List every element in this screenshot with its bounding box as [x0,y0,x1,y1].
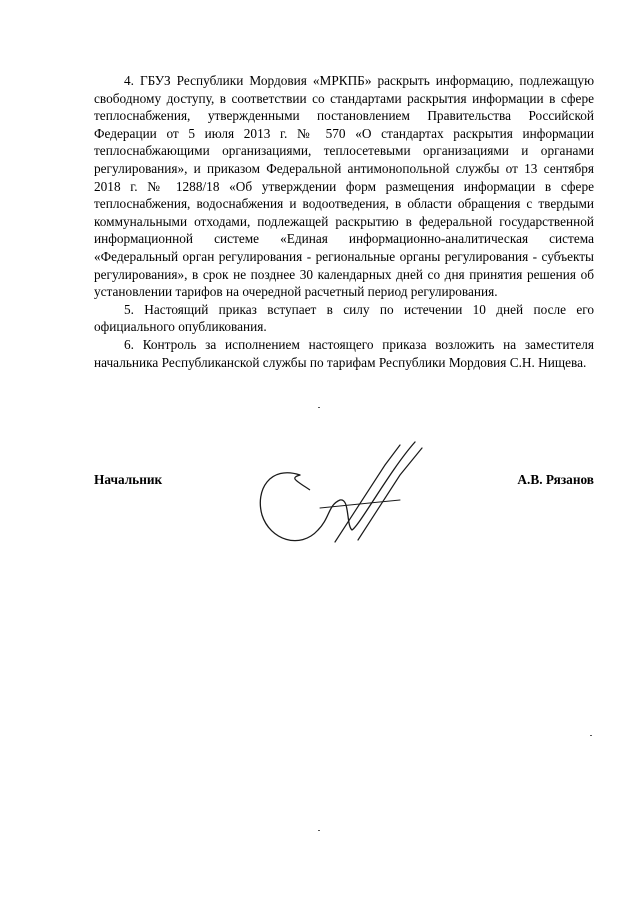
handwritten-signature [250,430,440,550]
document-body [94,72,594,371]
signatory-name: А.В. Рязанов [517,472,594,487]
scan-speck [318,830,320,831]
signatory-title: Начальник [94,472,163,487]
paragraph-4: 4. ГБУЗ Республики Мордовия «МРКПБ» раскрыть информацию, подлежащую свободному доступу, в соответствии со стандартами раскрытия информации в сфере теплоснабжения, утвержденными постановлением Правительства Российской Федерации от 5 июля 2013 г. № 570 «О стандартах раскрытия информации теплоснабжающими организациями, теплосетевыми организациями и органами регулирования», и приказом Федеральной антимонопольной службы от 13 сентября 2018 г. № 1288/18 «Об утверждении форм размещения информации в сфере теплоснабжения, водоснабжения и водоотведения, в области обращения с твердыми коммунальными отходами, подлежащей раскрытию в федеральной государственной информационной системе «Единая информационно-аналитическая система «Федеральный орган регулирования - региональные органы регулирования - субъекты регулирования», в срок не позднее 30 календарных дней со дня принятия решения об установлении тарифов на очередной расчетный период регулирования. [94,73,594,300]
scan-speck [590,735,592,736]
paragraph-6: 6. Контроль за исполнением настоящего приказа возложить на заместителя начальника Республиканской службы по тарифам Республики Мордовия С.Н. Нищева. [94,336,594,370]
scan-speck [318,407,320,408]
paragraph-5: 5. Настоящий приказ вступает в силу по истечении 10 дней после его официального опубликования. [94,301,594,335]
